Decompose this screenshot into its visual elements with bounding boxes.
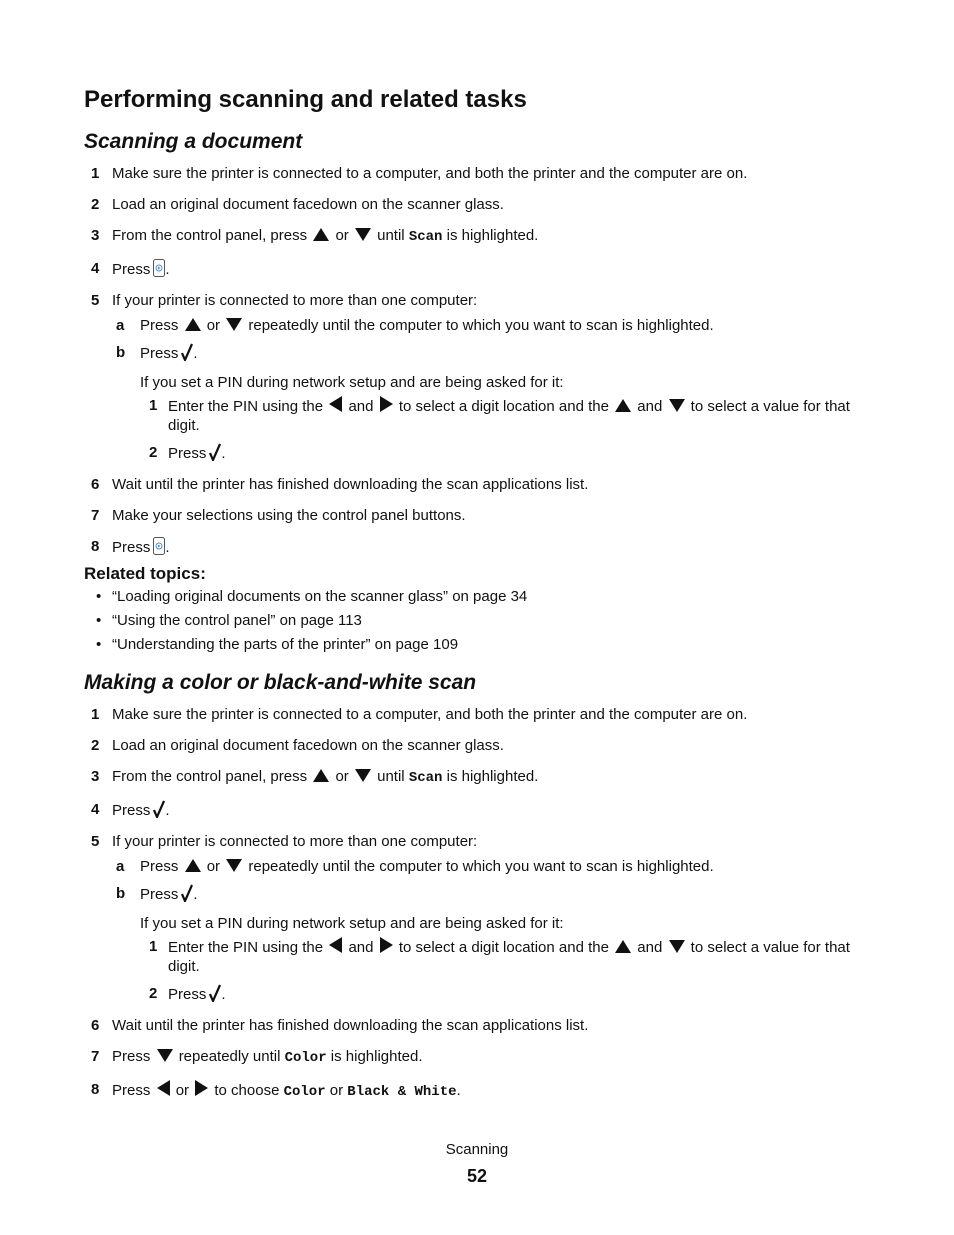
step-5a: a Press or repeatedly until the computer to which you want to scan is highlighted. [116,317,714,334]
related-topic-link[interactable]: • “Understanding the parts of the printer” on page 109 [96,636,459,653]
step-3: 3 From the control panel, press or until Scan is highlighted. [91,768,539,786]
down-arrow-icon [669,399,685,412]
start-button-icon [153,259,165,277]
checkmark-icon [181,884,193,902]
step-4: 4 Press . [91,260,170,278]
bullet-icon: • [96,612,102,629]
step-8: 8 Press . [91,538,170,556]
code-scan: Scan [408,229,443,245]
up-arrow-icon [313,228,329,241]
down-arrow-icon [355,769,371,782]
step-5b: b Press . [116,885,198,903]
down-arrow-icon [669,940,685,953]
step-5: 5 If your printer is connected to more than one computer: [91,292,478,309]
step-8: 8 Press or to choose Color or Black & White. [91,1081,461,1100]
pin-step-1: 1 Enter the PIN using the and to select a digit location and the and to select a value for that digit. [149,397,850,434]
code-scan: Scan [408,770,443,786]
start-button-icon [153,537,165,555]
up-arrow-icon [185,318,201,331]
section-heading-color-scan: Making a color or black-and-white scan [84,671,477,694]
checkmark-icon [209,443,221,461]
down-arrow-icon [157,1049,173,1062]
down-arrow-icon [226,318,242,331]
left-arrow-icon [329,396,342,412]
step-6: 6 Wait until the printer has finished downloading the scan applications list. [91,1017,589,1034]
page-title: Performing scanning and related tasks [84,86,527,113]
page-body [84,84,884,1114]
related-topic-link[interactable]: • “Using the control panel” on page 113 [96,612,362,629]
up-arrow-icon [313,769,329,782]
step-5a: a Press or repeatedly until the computer to which you want to scan is highlighted. [116,858,714,875]
step-6: 6 Wait until the printer has finished downloading the scan applications list. [91,476,589,493]
checkmark-icon [181,343,193,361]
down-arrow-icon [226,859,242,872]
footer-section-label: Scanning [445,1141,509,1158]
right-arrow-icon [380,937,393,953]
step-7: 7 Make your selections using the control panel buttons. [91,507,466,524]
page-number: 52 [466,1166,488,1186]
step-5: 5 If your printer is connected to more than one computer: [91,833,478,850]
right-arrow-icon [195,1080,208,1096]
bullet-icon: • [96,636,102,653]
code-color: Color [284,1050,327,1066]
code-color: Color [283,1084,326,1100]
section-heading-scanning-document: Scanning a document [84,130,303,153]
pin-step-2: 2 Press . [149,985,226,1003]
step-1: 1 Make sure the printer is connected to a computer, and both the printer and the computer are on. [91,706,748,723]
pin-note: If you set a PIN during network setup and are being asked for it: [140,915,564,932]
step-7: 7 Press repeatedly until Color is highlighted. [91,1048,423,1066]
pin-note: If you set a PIN during network setup and are being asked for it: [140,374,564,391]
related-topics-list [84,587,884,654]
step-4: 4 Press . [91,801,170,819]
step-1: 1 Make sure the printer is connected to a computer, and both the printer and the computer are on. [91,165,748,182]
step-3: 3 From the control panel, press or until Scan is highlighted. [91,227,539,245]
step-5b: b Press . [116,344,198,362]
up-arrow-icon [615,399,631,412]
step-2: 2 Load an original document facedown on the scanner glass. [91,737,504,754]
left-arrow-icon [157,1080,170,1096]
checkmark-icon [153,800,165,818]
right-arrow-icon [380,396,393,412]
left-arrow-icon [329,937,342,953]
checkmark-icon [209,984,221,1002]
pin-step-1: 1 Enter the PIN using the and to select a digit location and the and to select a value for that digit. [149,938,850,975]
up-arrow-icon [615,940,631,953]
related-topics-heading: Related topics: [84,564,206,583]
related-topic-link[interactable]: • “Loading original documents on the scanner glass” on page 34 [96,588,528,605]
up-arrow-icon [185,859,201,872]
code-black-white: Black & White [347,1084,457,1100]
down-arrow-icon [355,228,371,241]
bullet-icon: • [96,588,102,605]
pin-step-2: 2 Press . [149,444,226,462]
step-2: 2 Load an original document facedown on the scanner glass. [91,196,504,213]
